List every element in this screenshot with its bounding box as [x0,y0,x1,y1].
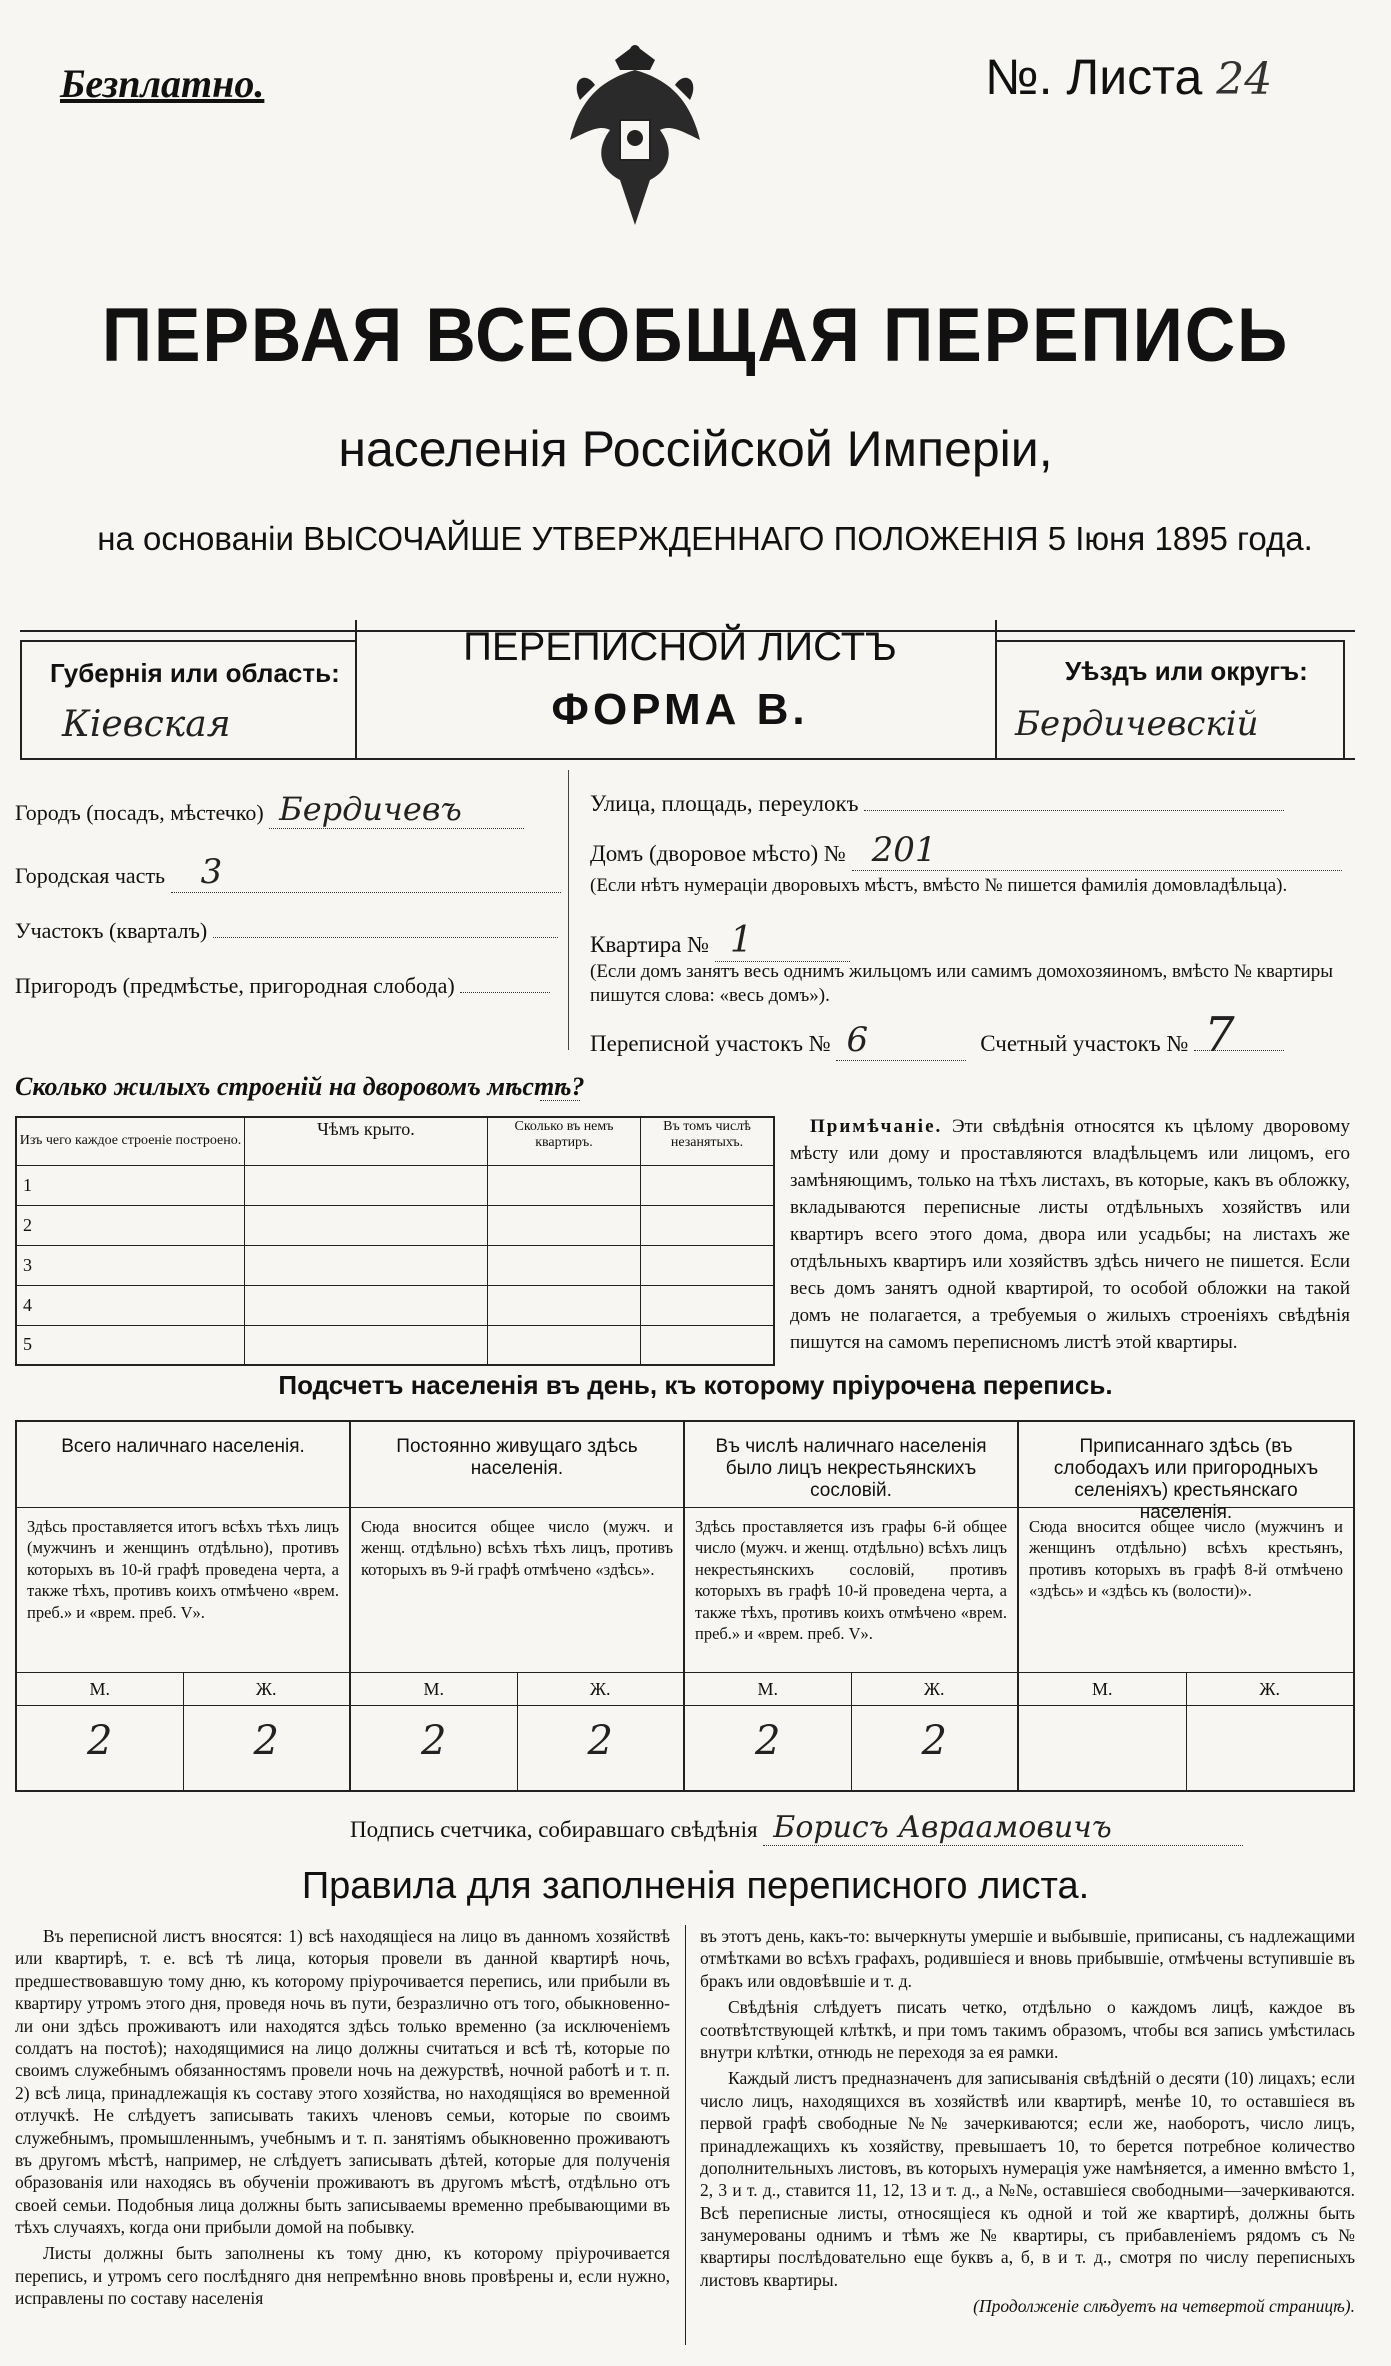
district-label: Городская часть [15,863,166,888]
section-row [15,915,558,944]
cell[interactable] [488,1205,641,1245]
district-row [15,852,561,893]
suburb-label: Пригородъ (предмѣстье, пригородная слобода) [15,973,455,998]
page-subtitle: населенія Россійской Имперіи, [338,421,1053,477]
rules-right-column [700,1925,1355,2318]
cell[interactable] [641,1205,775,1245]
population-title: Подсчетъ населенія въ день, къ которому пріурочена перепись. [278,1370,1113,1400]
sheet-number-value: 24 [1216,54,1273,105]
cell[interactable] [245,1245,488,1285]
gubernia-label: Губернія или область: [50,658,340,688]
row-number: 1 [16,1165,245,1205]
population-column-head: Постоянно живущаго здѣсь населенія. [351,1422,683,1508]
population-column-desc: Здѣсь проставляется изъ графы 6-й общее число (мужч. и женщ. отдѣльно) всѣхъ лицъ некрестьянскихъ сословій, противъ которыхъ въ графѣ 10-й проведена черта, а также тѣхъ, противъ коихъ отмѣчено «врем. преб.» и «врем. преб. V». [685,1508,1017,1673]
divider [20,758,1355,760]
population-column-head: Въ числѣ наличнаго населенія было лицъ некрестьянскихъ сословій. [685,1422,1017,1508]
table-row [16,1245,774,1285]
cell[interactable] [488,1245,641,1285]
column-header-apartments: Сколько въ немъ квартиръ. [488,1117,641,1165]
population-column-desc: Здѣсь проставляется итогъ всѣхъ тѣхъ лицъ (мужчинъ и женщинъ отдѣльно), противъ которыхъ въ 10-й графѣ проведена черта, а также тѣхъ, противъ коихъ отмѣчено «врем. преб.» и «врем. преб. V». [17,1508,349,1673]
buildings-question: Сколько жилыхъ строеній на дворовомъ мѣстѣ? [15,1072,585,1101]
population-column [17,1422,351,1790]
female-label: Ж. [589,1679,611,1699]
note-text: Эти свѣдѣнія относятся къ цѣлому дворовому мѣсту или дому и проставляются владѣльцемъ или лицомъ, его замѣняющимъ, только на тѣхъ листахъ, въ которые, какъ въ обложку, вкладываются переписные листы отдѣльныхъ хозяйствъ или квартиръ всего этого дома, двора или усадьбы; на листахъ же отдѣльныхъ квартиръ или хозяйствъ здѣсь ничего не пишется. Если весь домъ занятъ одной квартирой, то особой обложки на такой домъ не полагается, а требуемыя о жилыхъ строеніяхъ свѣдѣнія пишутся на самомъ переписномъ листѣ этой квартиры. [790,1116,1350,1353]
female-label: Ж. [923,1679,945,1699]
table-row [16,1205,774,1245]
buildings-table [15,1116,775,1366]
population-column-head: Всего наличнаго населенія. [17,1422,349,1508]
cell[interactable] [245,1205,488,1245]
double-headed-eagle-icon [560,40,710,230]
divider [568,770,569,1050]
sheet-number [985,48,1272,106]
district-field[interactable]: 3 [171,852,561,893]
cell[interactable] [641,1165,775,1205]
rules-paragraph: Каждый листъ предназначенъ для записыванія свѣдѣній о десяти (10) лицахъ; если число лицъ, находящихся въ хозяйствѣ или квартирѣ, менѣе 10, то оставшіеся въ первой графѣ свободные №№ зачеркиваются; если же, наоборотъ, число лицъ, принадлежащихъ къ хозяйству, превышаетъ 10, то берется потребное количество дополнительныхъ листовъ, въ которыхъ нумерація уже намѣняется, а именно вмѣсто 1, 2, 3 и т. д., ставится 11, 12, 13 и т. д., а №№, оставшіеся свободными—зачеркиваются. Всѣ переписные листы, относящіеся къ одной и той же квартирѣ, должны быть занумерованы однимъ и тѣмъ же № квартиры, съ прибавленіемъ рядомъ съ № квартиры послѣдовательно еще буквъ а, б, в и т. д., смотря по числу переписныхъ листовъ квартиры. [700,2068,1355,2290]
male-count[interactable]: 2 [17,1706,184,1791]
male-label: М. [351,1673,518,1705]
rules-paragraph: Въ переписной листъ вносятся: 1) всѣ находящіеся на лицо въ данномъ хозяйствѣ или квартирѣ, т. е. всѣ тѣ лица, которыя провели въ данной квартирѣ ночь, предшествовавшую тому дню, къ которому пріурочивается перепись, или прибыли въ квартиру утромъ этого дня, проведя ночь въ пути, безразлично отъ того, обыкновенно-ли они здѣсь проживаютъ или находятся здѣсь только временно (за исключеніемъ солдатъ на постоѣ); находящимися на лицо должны считаться и всѣ тѣ, которые по своимъ служебнымъ обязанностямъ провели ночь на дежурствѣ, ночной работѣ и т. п. 2) всѣ лица, принадлежащія къ составу этого хозяйства, но находящіяся во временной отлучкѣ. Не слѣдуетъ записывать такихъ членовъ семьи, которые по своимъ служебнымъ, промышленнымъ, учебнымъ и т. п. занятіямъ обыкновенно проживаютъ въ другомъ мѣстѣ, например, не слѣдуетъ записывать дѣтей, которые для полученія образованія или находясь въ обученіи проживаютъ въ другомъ мѣстѣ, отдѣльно отъ своей семьи. Подобныя лица должны быть записываемы временно пребывающими въ тѣхъ случаяхъ, когда они прибыли домой на побывку. [15,1926,670,2238]
suburb-field[interactable] [460,970,550,993]
city-field[interactable]: Бердичевъ [269,790,524,829]
apartment-label: Квартира № [590,932,710,957]
population-column [1019,1422,1353,1790]
male-count[interactable]: 2 [351,1706,518,1791]
house-label: Домъ (дворовое мѣсто) № [590,841,846,866]
section-field[interactable] [213,915,558,938]
cell[interactable] [641,1325,775,1365]
population-column-desc: Сюда вносится общее число (мужч. и женщ. отдѣльно) всѣхъ тѣхъ лицъ, противъ которыхъ въ 9-й графѣ отмѣчено «здѣсь». [351,1508,683,1673]
rules-paragraph: Листы должны быть заполнены къ тому дню, къ которому пріурочивается перепись, и утромъ сего послѣдняго дня непремѣнно вновь провѣрены и, если нужно, исправлены по составу населенія [15,2243,670,2309]
population-column [351,1422,685,1790]
female-label: Ж. [1259,1679,1281,1699]
divider [355,620,357,760]
cell[interactable] [488,1285,641,1325]
population-column [685,1422,1019,1790]
population-sex-header [17,1673,349,1706]
cell[interactable] [245,1165,488,1205]
table-header-row [16,1117,774,1165]
cell[interactable] [488,1325,641,1365]
female-count[interactable]: 2 [253,1718,279,1764]
street-field[interactable] [864,788,1284,811]
cell[interactable] [488,1165,641,1205]
rules-paragraph: въ этотъ день, какъ-то: вычеркнуты умершіе и выбывшіе, приписаны, съ надлежащими отмѣтками во всѣхъ графахъ, родившіеся и вновь прибывшіе, отмѣчены вступившіе въ бракъ или овдовѣвшіе и т. д. [700,1926,1355,1991]
uezd-value: Бердичевскій [1015,704,1259,744]
male-count[interactable]: 2 [685,1706,852,1791]
female-count[interactable]: 2 [587,1718,613,1764]
male-label: М. [1019,1673,1187,1705]
apartment-field[interactable]: 1 [715,920,850,962]
census-district-label: Переписной участокъ № [590,1031,831,1056]
male-label: М. [17,1673,184,1705]
sheet-number-label: №. Листа [985,49,1203,105]
divider [685,1925,686,2345]
population-column-head: Приписаннаго здѣсь (въ слободахъ или пригородныхъ селеніяхъ) крестьянскаго населенія. [1019,1422,1353,1508]
cell[interactable] [245,1325,488,1365]
row-number: 2 [16,1205,245,1245]
female-count[interactable] [1187,1706,1354,1791]
suburb-row [15,970,550,999]
city-label: Городъ (посадъ, мѣстечко) [15,800,264,825]
count-district-label: Счетный участокъ № [980,1031,1189,1056]
house-row [590,830,1342,871]
population-values [351,1706,683,1791]
population-values [685,1706,1017,1791]
male-count[interactable] [1019,1706,1187,1791]
census-district-field[interactable]: 6 [836,1020,966,1061]
population-column-desc: Сюда вносится общее число (мужчинъ и женщинъ отдѣльно) всѣхъ крестьянъ, противъ которыхъ въ графѣ 8-й отмѣчено «здѣсь» и «здѣсь къ (волости)». [1019,1508,1353,1673]
count-district-field[interactable]: 7 [1194,1020,1284,1051]
form-title: ФОРМА В. [551,685,809,734]
rules-paragraph: Свѣдѣнія слѣдуетъ писать четко, отдѣльно о каждомъ лицѣ, каждое въ соотвѣтствующей клѣткѣ, и при томъ такимъ образомъ, чтобы вся запись умѣстилась внутри клѣтки, отнюдь не переходя за ея рамки. [700,1997,1355,2062]
signature-field[interactable]: Борисъ Авраамовичъ [763,1810,1243,1846]
signature-row [350,1810,1243,1846]
female-count[interactable]: 2 [921,1718,947,1764]
population-sex-header [1019,1673,1353,1706]
buildings-note [790,1114,1350,1357]
column-header-material: Изъ чего каждое строеніе построено. [16,1117,245,1165]
row-number: 4 [16,1285,245,1325]
page-title: ПЕРВАЯ ВСЕОБЩАЯ ПЕРЕПИСЬ [101,293,1290,378]
table-row [16,1325,774,1365]
section-label: Участокъ (кварталъ) [15,918,208,943]
address-right [590,780,1360,1070]
legal-basis: на основаніи ВЫСОЧАЙШЕ УТВЕРЖДЕННАГО ПОЛОЖЕНІЯ 5 Іюня 1895 года. [97,520,1313,557]
note-label: Примѣчаніе. [810,1116,943,1137]
cell[interactable] [641,1285,775,1325]
address-left [15,780,575,1070]
population-values [17,1706,349,1791]
sheet-title: ПЕРЕПИСНОЙ ЛИСТЪ [463,625,897,669]
population-table [15,1420,1355,1792]
cell[interactable] [245,1285,488,1325]
uezd-label: Уѣздъ или округъ: [1065,656,1308,686]
street-row [590,788,1284,817]
row-number: 3 [16,1245,245,1285]
uezd-box [995,640,1345,760]
female-label: Ж. [255,1679,277,1699]
signature-label: Подпись счетчика, собиравшаго свѣдѣнія [350,1817,758,1842]
house-note: (Если нѣтъ нумераціи дворовыхъ мѣстъ, вмѣсто № пишется фамилія домовладѣльца). [590,875,1288,896]
buildings-question-field[interactable] [540,1100,580,1101]
apartment-note: (Если домъ занятъ весь однимъ жильцомъ или самимъ домохозяиномъ, вмѣсто № квартиры пишутся слова: «весь домъ»). [590,961,1334,1006]
column-header-vacant: Въ томъ числѣ незанятыхъ. [641,1117,775,1165]
table-row [16,1285,774,1325]
population-sex-header [685,1673,1017,1706]
free-label: Безплатно. [60,61,265,106]
continued-note: (Продолженіе слѣдуетъ на четвертой страницѣ). [973,2296,1355,2317]
apartment-row [590,920,850,962]
table-row [16,1165,774,1205]
row-number: 5 [16,1325,245,1365]
rules-left-column [15,1925,670,2314]
rules-title: Правила для заполненія переписного листа. [301,1865,1090,1907]
census-district-row [590,1007,1284,1063]
city-row [15,790,524,829]
street-label: Улица, площадь, переулокъ [590,791,859,816]
male-label: М. [685,1673,852,1705]
population-sex-header [351,1673,683,1706]
gubernia-box [20,640,355,760]
population-values [1019,1706,1353,1791]
cell[interactable] [641,1245,775,1285]
column-header-roof: Чѣмъ крыто. [245,1117,488,1165]
house-field[interactable]: 201 [852,830,1342,871]
gubernia-value: Кіевская [62,704,231,745]
